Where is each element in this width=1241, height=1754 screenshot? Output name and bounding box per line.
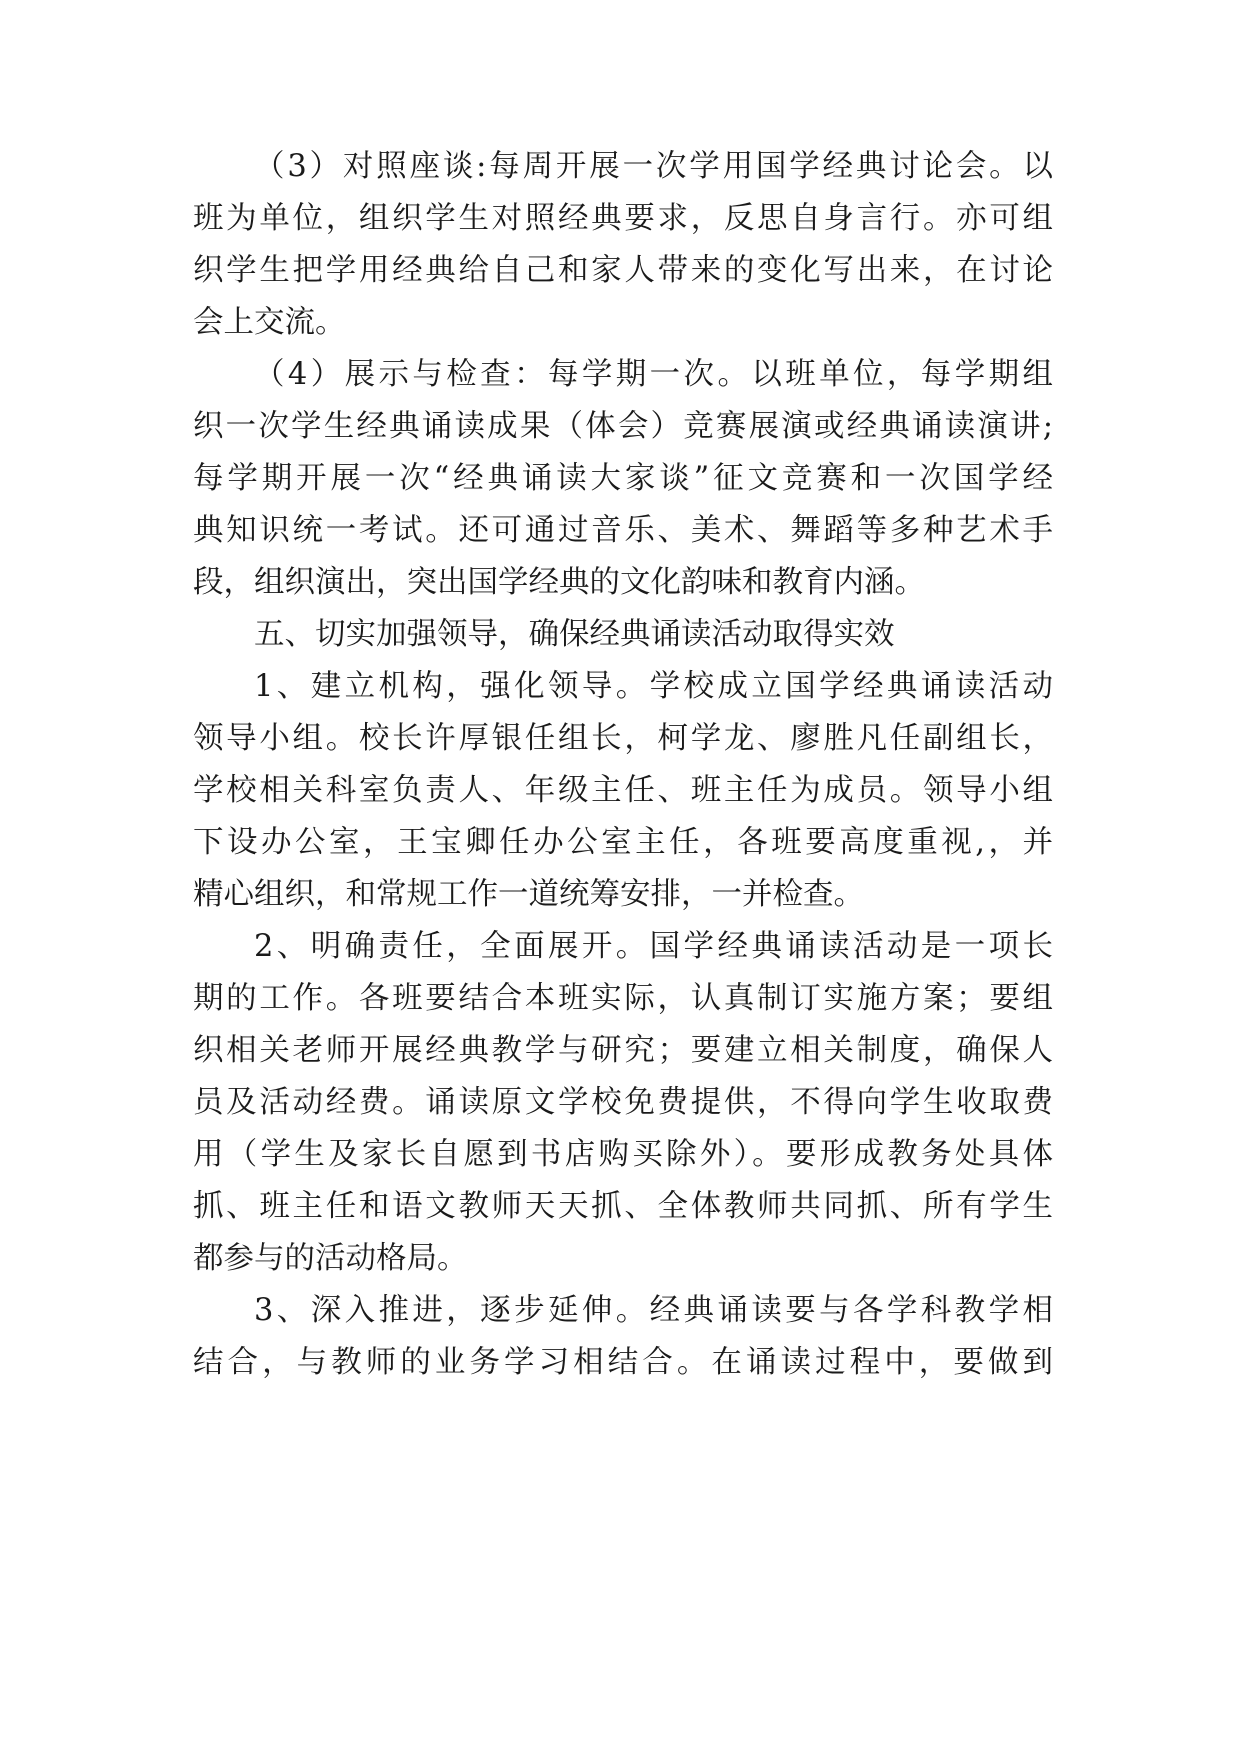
text-line: 每学期开展一次“经典诵读大家谈”征文竞赛和一次国学经	[193, 461, 1053, 496]
text-line: 抓、班主任和语文教师天天抓、全体教师共同抓、所有学生	[193, 1189, 1053, 1224]
text-line: 2、明确责任，全面展开。国学经典诵读活动是一项长	[254, 929, 1053, 964]
text-line: 织一次学生经典诵读成果（体会）竞赛展演或经典诵读演讲;	[193, 409, 1053, 444]
text-line: 精心组织，和常规工作一道统筹安排，一并检查。	[193, 877, 864, 912]
section-heading: 五、切实加强领导，确保经典诵读活动取得实效	[254, 617, 895, 652]
text-line: 下设办公室，王宝卿任办公室主任，各班要高度重视,，并	[193, 825, 1053, 860]
text-line: 结合，与教师的业务学习相结合。在诵读过程中，要做到	[193, 1345, 1053, 1380]
text-line: 都参与的活动格局。	[193, 1241, 468, 1276]
text-line: 典知识统一考试。还可通过音乐、美术、舞蹈等多种艺术手	[193, 513, 1053, 548]
text-line: 织相关老师开展经典教学与研究；要建立相关制度，确保人	[193, 1033, 1053, 1068]
text-line: （3）对照座谈:每周开展一次学用国学经典讨论会。以	[254, 149, 1053, 184]
text-line: 学校相关科室负责人、年级主任、班主任为成员。领导小组	[193, 773, 1053, 808]
text-line: 织学生把学用经典给自己和家人带来的变化写出来，在讨论	[193, 253, 1053, 288]
text-line: 段，组织演出，突出国学经典的文化韵味和教育内涵。	[193, 565, 925, 600]
text-line: 会上交流。	[193, 305, 346, 340]
text-line: 员及活动经费。诵读原文学校免费提供，不得向学生收取费	[193, 1085, 1053, 1120]
text-line: 期的工作。各班要结合本班实际，认真制订实施方案；要组	[193, 981, 1053, 1016]
text-line: 1、建立机构，强化领导。学校成立国学经典诵读活动	[254, 669, 1053, 704]
text-line: 3、深入推进，逐步延伸。经典诵读要与各学科教学相	[254, 1293, 1053, 1328]
text-line: 领导小组。校长许厚银任组长，柯学龙、廖胜凡任副组长，	[193, 721, 1053, 756]
text-line: （4）展示与检查：每学期一次。以班单位，每学期组	[254, 357, 1053, 392]
text-line: 用（学生及家长自愿到书店购买除外）。要形成教务处具体	[193, 1137, 1053, 1172]
text-line: 班为单位，组织学生对照经典要求，反思自身言行。亦可组	[193, 201, 1053, 236]
